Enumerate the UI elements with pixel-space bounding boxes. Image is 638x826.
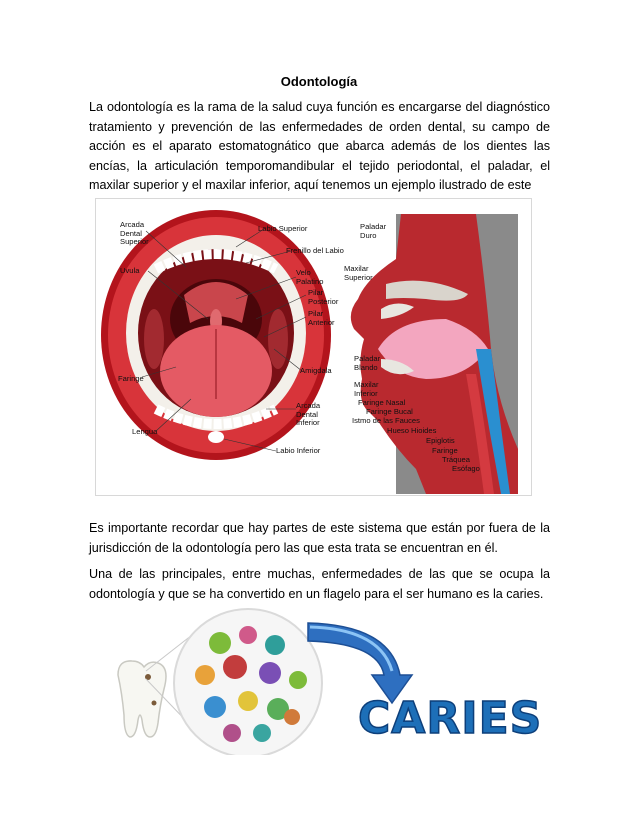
tooth-icon xyxy=(118,661,166,737)
label-paladar-blando: Paladar Blando xyxy=(354,354,381,372)
label-velo-palatino: Velo Palatino xyxy=(296,268,324,286)
note-paragraph: Es importante recordar que hay partes de este sistema que están por fuera de la jurisdicción de la odontología pero las que esta trata se encuentran en él. xyxy=(89,521,550,555)
label-labio-superior: Labio Superior xyxy=(258,224,308,233)
bacteria-icon xyxy=(174,609,322,755)
label-esofago: Esófago xyxy=(452,464,480,473)
label-uvula: Uvula xyxy=(120,266,140,275)
label-faringe-front: Faringe xyxy=(118,374,144,383)
label-faringe-nasal: Faringe Nasal xyxy=(358,398,406,407)
label-frenillo: Frenillo del Labio xyxy=(286,246,344,255)
label-labio-inferior: Labio Inferior xyxy=(276,446,321,455)
label-faringe-bucal: Faringe Bucal xyxy=(366,407,413,416)
label-epiglotis: Epiglotis xyxy=(426,436,455,445)
label-arcada-superior: Arcada Dental Superior xyxy=(120,220,149,246)
page-title: Odontología xyxy=(280,74,358,89)
label-faringe-side: Faringe xyxy=(432,446,458,455)
label-lengua: Lengua xyxy=(132,427,158,436)
label-hueso-hioides: Hueso Hioides xyxy=(387,426,437,435)
label-pilar-posterior: Pilar Posterior xyxy=(308,288,339,306)
label-pilar-anterior: Pilar Anterior xyxy=(308,309,335,327)
label-paladar-duro: Paladar Duro xyxy=(360,222,387,240)
caries-paragraph: Una de las principales, entre muchas, enfermedades de las que se ocupa la odontología y que se ha convertido en un flagelo para el ser humano es la caries. xyxy=(89,567,550,601)
label-maxilar-superior: Maxilar Superior xyxy=(344,264,373,282)
mouth-anatomy-figure xyxy=(95,198,532,496)
caries-illustration xyxy=(110,605,543,755)
label-amigdala: Amigdala xyxy=(300,366,332,375)
intro-paragraph: La odontología es la rama de la salud cuya función es encargarse del diagnóstico tratamiento y prevención de las enfermedades de orden dental, su campo de acción es el aparato estomatognático que abarca además de los dientes las encías, la articulación temporomandibular el tejido periodontal, el paladar, el maxilar superior y el maxilar inferior, aquí tenemos un ejemplo ilustrado de este xyxy=(89,100,550,192)
caries-word: CARIES xyxy=(358,693,543,744)
label-maxilar-inferior: Maxilar Inferior xyxy=(354,380,379,398)
label-traquea: Tráquea xyxy=(442,455,471,464)
label-arcada-inferior: Arcada Dental Inferior xyxy=(296,401,321,427)
curved-arrow-icon xyxy=(308,623,412,703)
label-istmo: Istmo de las Fauces xyxy=(352,416,420,425)
